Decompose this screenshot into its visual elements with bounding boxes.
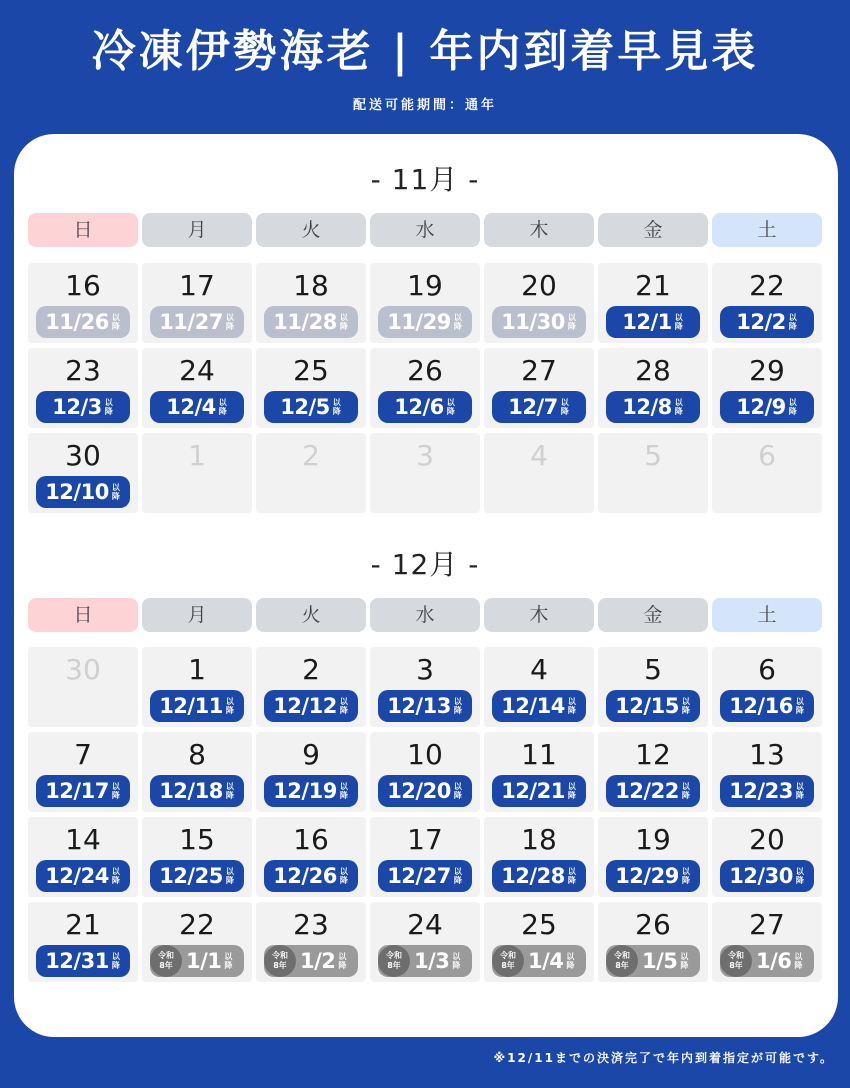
delivery-date: 12/16 [729,694,793,718]
weekday-header: 金 [598,598,708,632]
calendar-day-cell [484,263,594,343]
calendar-day-cell [712,817,822,897]
day-number: 26 [635,908,671,941]
delivery-date-badge [606,945,700,977]
delivery-date-badge [264,306,358,338]
delivery-date-badge [36,476,130,508]
after-suffix: 以降 [453,782,462,800]
after-suffix: 以降 [566,952,575,970]
after-suffix: 以降 [224,952,233,970]
delivery-date: 1/4 [528,949,564,973]
delivery-date-badge [492,391,586,423]
era-year-badge [150,945,182,977]
delivery-date-badge [264,860,358,892]
weekday-header: 水 [370,598,480,632]
day-number: 22 [179,908,215,941]
after-suffix: 以降 [567,782,576,800]
after-suffix: 以降 [225,867,234,885]
calendar-day-cell [28,433,138,513]
delivery-date: 12/6 [394,395,444,419]
after-suffix: 以降 [681,697,690,715]
day-number: 24 [407,908,443,941]
day-number: 2 [302,439,320,472]
calendar-day-cell [370,732,480,812]
era-year-badge [378,945,410,977]
delivery-date-badge [264,391,358,423]
calendar-day-cell [370,263,480,343]
day-number: 18 [293,269,329,302]
calendar-day-cell [484,902,594,982]
day-number: 4 [530,653,548,686]
delivery-date: 12/1 [622,310,672,334]
weekday-header: 土 [712,213,822,247]
weekday-header: 土 [712,598,822,632]
era-year: 8年 [615,961,629,970]
day-number: 21 [65,908,101,941]
delivery-date-badge [378,306,472,338]
delivery-date-badge [150,945,244,977]
era-year: 8年 [729,961,743,970]
after-suffix: 以降 [332,398,341,416]
era-year: 8年 [387,961,401,970]
weekday-header: 木 [484,213,594,247]
day-number: 11 [521,738,557,771]
delivery-date: 11/30 [501,310,565,334]
weekday-header: 日 [28,213,138,247]
delivery-date-badge [378,775,472,807]
weekday-header: 金 [598,213,708,247]
era-label: 令和 [500,951,516,960]
weekday-header: 月 [142,598,252,632]
calendar-day-cell [712,348,822,428]
calendar-day-cell [28,902,138,982]
delivery-date-badge [264,775,358,807]
calendar-day-cell [142,348,252,428]
day-number: 24 [179,354,215,387]
calendar-day-cell [712,433,822,513]
calendar-day-cell [598,348,708,428]
after-suffix: 以降 [111,952,120,970]
delivery-date: 12/21 [501,779,565,803]
day-number: 23 [293,908,329,941]
calendar-day-cell [370,433,480,513]
calendar-day-cell [28,263,138,343]
day-number: 19 [407,269,443,302]
delivery-date: 12/7 [508,395,558,419]
day-number: 25 [293,354,329,387]
day-number: 13 [749,738,785,771]
after-suffix: 以降 [674,313,683,331]
day-number: 15 [179,823,215,856]
delivery-date: 12/18 [159,779,223,803]
day-number: 2 [302,653,320,686]
after-suffix: 以降 [339,782,348,800]
weekday-header: 日 [28,598,138,632]
calendar-day-cell [598,263,708,343]
delivery-date-badge [378,945,472,977]
weekday-header: 月 [142,213,252,247]
calendar-day-cell [598,732,708,812]
era-year: 8年 [273,961,287,970]
delivery-date: 11/28 [273,310,337,334]
delivery-date: 1/5 [642,949,678,973]
after-suffix: 以降 [104,398,113,416]
delivery-date-badge [720,775,814,807]
delivery-date: 12/2 [736,310,786,334]
calendar-day-cell [142,263,252,343]
calendar-day-cell [598,647,708,727]
day-number: 7 [74,738,92,771]
after-suffix: 以降 [338,952,347,970]
delivery-date: 12/28 [501,864,565,888]
after-suffix: 以降 [339,867,348,885]
after-suffix: 以降 [111,483,120,501]
weekday-header-row [28,213,822,247]
delivery-date-badge [606,690,700,722]
delivery-date: 12/3 [52,395,102,419]
era-year: 8年 [159,961,173,970]
after-suffix: 以降 [111,867,120,885]
era-label: 令和 [728,951,744,960]
calendar-day-cell [370,817,480,897]
day-number: 17 [179,269,215,302]
after-suffix: 以降 [225,782,234,800]
after-suffix: 以降 [446,398,455,416]
calendar-day-cell [484,348,594,428]
calendar-day-cell [28,732,138,812]
calendar-day-cell [142,902,252,982]
calendar-day-cell [256,433,366,513]
calendar-day-cell [598,902,708,982]
delivery-date-badge [606,860,700,892]
calendar-day-cell [712,647,822,727]
delivery-date-badge [606,775,700,807]
calendar-day-cell [712,263,822,343]
delivery-date: 12/24 [45,864,109,888]
after-suffix: 以降 [680,952,689,970]
delivery-date: 12/13 [387,694,451,718]
delivery-date: 1/6 [756,949,792,973]
after-suffix: 以降 [567,867,576,885]
page-title: 冷凍伊勢海老 | 年内到着早見表 [91,26,759,77]
delivery-date: 11/27 [159,310,223,334]
day-number: 4 [530,439,548,472]
day-number: 5 [644,439,662,472]
calendar-day-cell [256,263,366,343]
after-suffix: 以降 [794,952,803,970]
delivery-date-badge [720,945,814,977]
after-suffix: 以降 [225,697,234,715]
calendar-day-cell [598,433,708,513]
delivery-date: 12/30 [729,864,793,888]
day-number: 16 [65,269,101,302]
calendar-day-cell [28,817,138,897]
after-suffix: 以降 [452,952,461,970]
calendar-day-cell [256,817,366,897]
delivery-date-badge [264,690,358,722]
delivery-date-badge [720,391,814,423]
day-number: 20 [749,823,785,856]
delivery-date-badge [378,391,472,423]
delivery-date: 12/9 [736,395,786,419]
day-number: 3 [416,653,434,686]
day-number: 8 [188,738,206,771]
era-year: 8年 [501,961,515,970]
delivery-date-badge [150,690,244,722]
era-label: 令和 [614,951,630,960]
after-suffix: 以降 [795,697,804,715]
calendar-day-cell [142,732,252,812]
delivery-date-badge [378,690,472,722]
day-number: 30 [65,653,101,686]
after-suffix: 以降 [681,782,690,800]
delivery-date: 12/22 [615,779,679,803]
day-number: 12 [635,738,671,771]
after-suffix: 以降 [453,867,462,885]
delivery-date-badge [36,860,130,892]
after-suffix: 以降 [674,398,683,416]
day-number: 29 [749,354,785,387]
calendar-day-cell [142,647,252,727]
day-number: 3 [416,439,434,472]
after-suffix: 以降 [111,313,120,331]
after-suffix: 以降 [795,782,804,800]
delivery-date: 12/31 [45,949,109,973]
delivery-date-badge [264,945,358,977]
weekday-header: 水 [370,213,480,247]
delivery-date-badge [606,306,700,338]
delivery-date-badge [150,391,244,423]
delivery-date-badge [492,306,586,338]
delivery-date: 11/29 [387,310,451,334]
calendar-day-cell [370,348,480,428]
day-number: 1 [188,439,206,472]
delivery-date: 12/25 [159,864,223,888]
calendar-day-cell [598,817,708,897]
delivery-date-badge [36,945,130,977]
delivery-date: 1/2 [300,949,336,973]
delivery-date-badge [720,690,814,722]
era-label: 令和 [158,951,174,960]
calendar-day-cell [256,902,366,982]
delivery-date: 12/23 [729,779,793,803]
footnote: ※12/11までの決済完了で年内到着指定が可能です。 [493,1051,834,1065]
calendar-day-cell [142,817,252,897]
era-label: 令和 [386,951,402,960]
delivery-date: 12/15 [615,694,679,718]
delivery-date: 12/17 [45,779,109,803]
day-number: 17 [407,823,443,856]
day-number: 30 [65,439,101,472]
era-year-badge [606,945,638,977]
delivery-date: 12/26 [273,864,337,888]
delivery-date: 12/11 [159,694,223,718]
delivery-date-badge [36,391,130,423]
delivery-date-badge [150,306,244,338]
calendar-day-cell [256,647,366,727]
delivery-period-subtitle: 配送可能期間：通年 [352,98,497,113]
after-suffix: 以降 [453,697,462,715]
after-suffix: 以降 [681,867,690,885]
calendar-day-cell [712,902,822,982]
day-number: 28 [635,354,671,387]
after-suffix: 以降 [339,313,348,331]
day-number: 9 [302,738,320,771]
delivery-date-badge [36,775,130,807]
calendar-day-cell [28,647,138,727]
delivery-date: 12/14 [501,694,565,718]
day-number: 23 [65,354,101,387]
day-number: 25 [521,908,557,941]
calendar-day-cell [712,732,822,812]
delivery-date: 11/26 [45,310,109,334]
day-number: 27 [749,908,785,941]
era-year-badge [492,945,524,977]
after-suffix: 以降 [111,782,120,800]
month-title: - 11月 - [370,163,480,196]
after-suffix: 以降 [218,398,227,416]
delivery-date: 12/19 [273,779,337,803]
weekday-header: 木 [484,598,594,632]
after-suffix: 以降 [560,398,569,416]
delivery-date-badge [492,690,586,722]
delivery-date: 12/10 [45,480,109,504]
day-number: 14 [65,823,101,856]
delivery-date: 12/4 [166,395,216,419]
delivery-date-badge [606,391,700,423]
after-suffix: 以降 [788,313,797,331]
delivery-date-badge [492,860,586,892]
day-number: 6 [758,439,776,472]
weekday-header-row [28,598,822,632]
calendar-day-cell [142,433,252,513]
after-suffix: 以降 [225,313,234,331]
delivery-date-badge [492,775,586,807]
weekday-header: 火 [256,213,366,247]
era-label: 令和 [272,951,288,960]
calendar-day-cell [370,647,480,727]
day-number: 5 [644,653,662,686]
calendar-day-cell [484,433,594,513]
calendar-day-cell [28,348,138,428]
era-year-badge [264,945,296,977]
delivery-date: 12/8 [622,395,672,419]
day-number: 20 [521,269,557,302]
after-suffix: 以降 [567,313,576,331]
calendar-day-cell [370,902,480,982]
after-suffix: 以降 [339,697,348,715]
month-title: - 12月 - [370,548,480,581]
delivery-date: 12/12 [273,694,337,718]
delivery-date-badge [720,860,814,892]
delivery-date-badge [492,945,586,977]
day-number: 22 [749,269,785,302]
delivery-date: 12/20 [387,779,451,803]
after-suffix: 以降 [788,398,797,416]
day-number: 10 [407,738,443,771]
day-number: 6 [758,653,776,686]
day-number: 21 [635,269,671,302]
day-number: 26 [407,354,443,387]
calendar-day-cell [256,348,366,428]
day-number: 1 [188,653,206,686]
delivery-date-badge [150,860,244,892]
delivery-date: 1/3 [414,949,450,973]
delivery-date-badge [150,775,244,807]
day-number: 16 [293,823,329,856]
after-suffix: 以降 [795,867,804,885]
weekday-header: 火 [256,598,366,632]
day-number: 18 [521,823,557,856]
after-suffix: 以降 [453,313,462,331]
day-number: 27 [521,354,557,387]
delivery-date-badge [720,306,814,338]
calendar-day-cell [484,647,594,727]
delivery-date: 12/5 [280,395,330,419]
era-year-badge [720,945,752,977]
after-suffix: 以降 [567,697,576,715]
calendar-day-cell [484,817,594,897]
delivery-date: 1/1 [186,949,222,973]
day-number: 19 [635,823,671,856]
delivery-date: 12/29 [615,864,679,888]
delivery-date-badge [36,306,130,338]
calendar-day-cell [256,732,366,812]
delivery-date: 12/27 [387,864,451,888]
delivery-date-badge [378,860,472,892]
calendar-day-cell [484,732,594,812]
